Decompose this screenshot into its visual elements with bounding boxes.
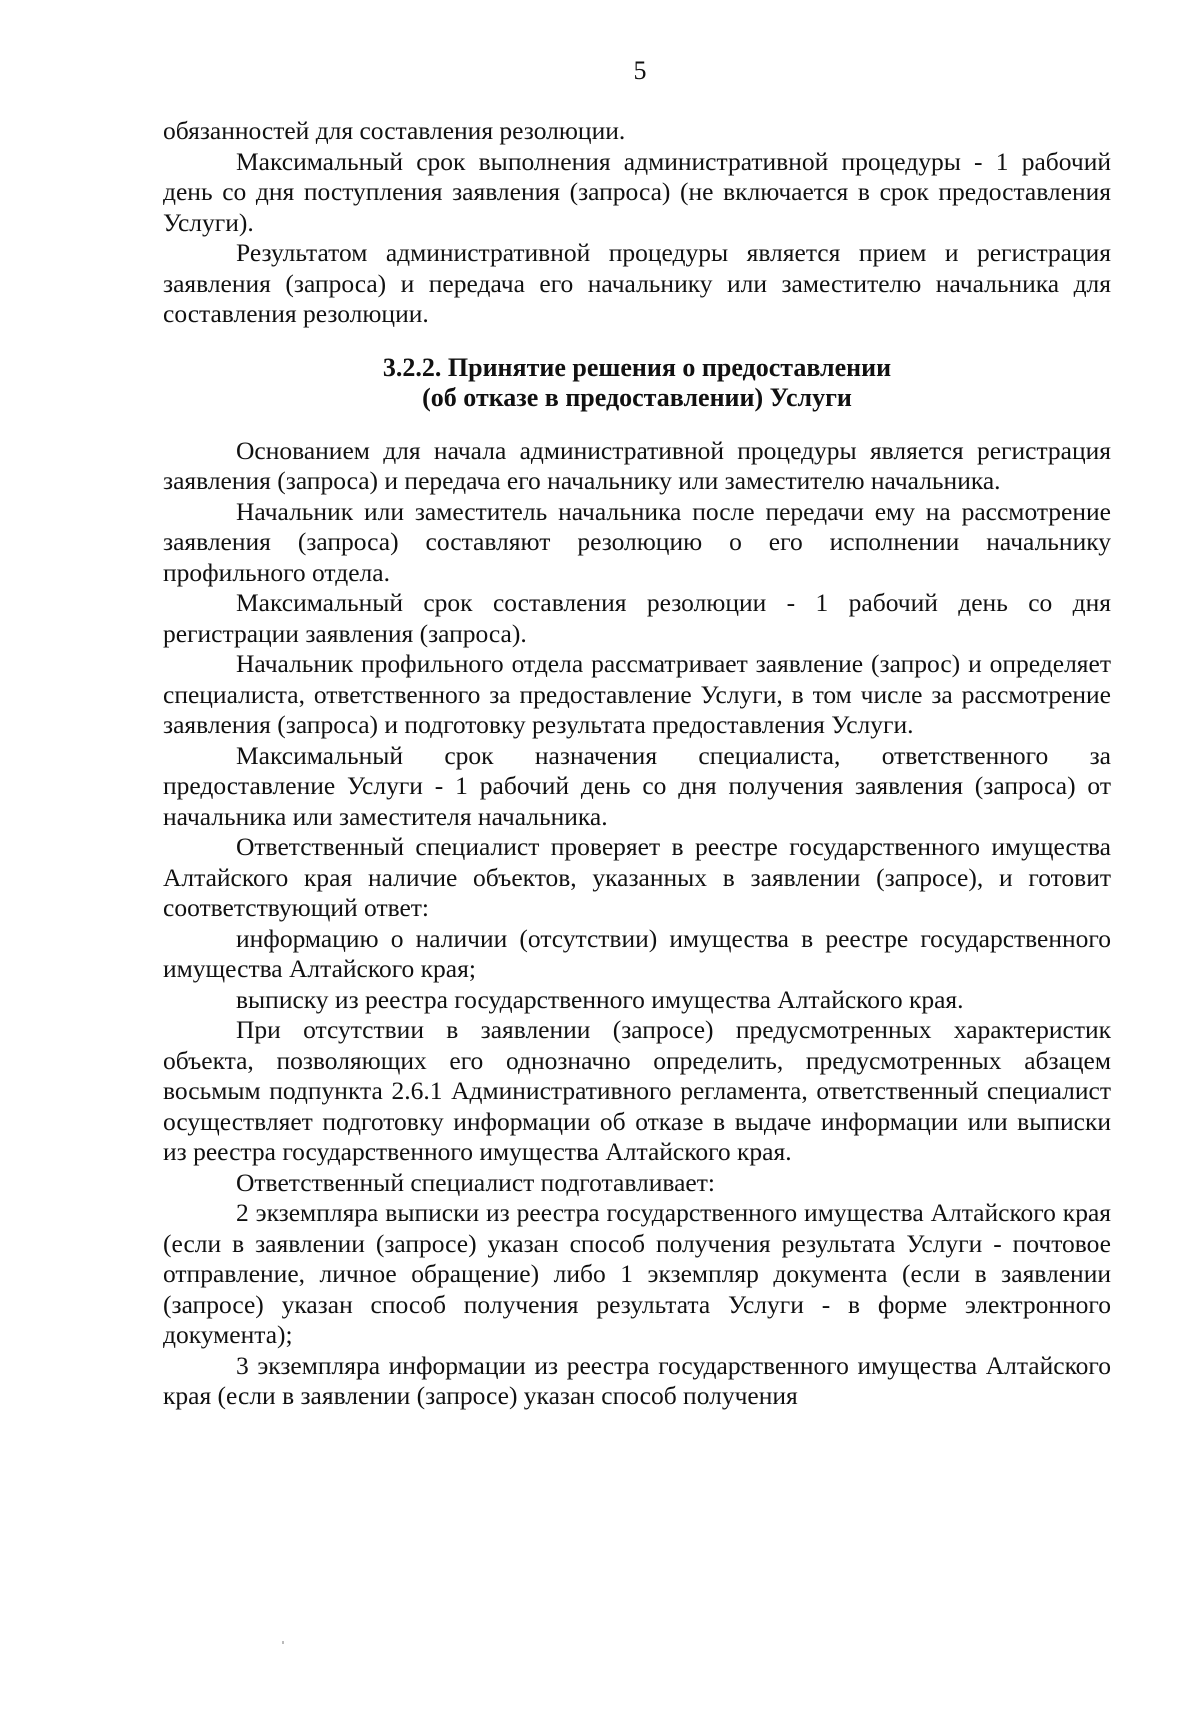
paragraph: Максимальный срок составления резолюции - 1 рабочий день со дня регистрации заявления (запроса). xyxy=(163,588,1111,648)
paragraph: обязанностей для составления резолюции. xyxy=(163,116,626,145)
paragraph: При отсутствии в заявлении (запросе) предусмотренных характеристик объекта, позволяющих его однозначно определить, предусмотренных абзацем восьмым подпункта 2.6.1 Административного регламента, ответственный специалист осуществляет подготовку информации об отказе в выдаче информации или выписки из реестра государственного имущества Алтайского края. xyxy=(163,1015,1111,1166)
document-body xyxy=(163,116,1111,1412)
paragraph: Максимальный срок назначения специалиста, ответственного за предоставление Услуги - 1 рабочий день со дня получения заявления (запроса) от начальника или заместителя начальника. xyxy=(163,740,1111,831)
paragraph: 2 экземпляра выписки из реестра государственного имущества Алтайского края (если в заявлении (запросе) указан способ получения результата Услуги - почтовое отправление, личное обращение) либо 1 экземпляр документа (если в заявлении (запросе) указан способ получения результата Услуги - в форме электронного документа); xyxy=(163,1198,1111,1349)
paragraph: Результатом административной процедуры является прием и регистрация заявления (запроса) и передача его начальнику или заместителю начальника для составления резолюции. xyxy=(163,238,1111,328)
scan-speck xyxy=(282,1641,284,1644)
paragraph: Начальник профильного отдела рассматривает заявление (запрос) и определяет специалиста, ответственного за предоставление Услуги, в том числе за рассмотрение заявления (запроса) и подготовку результата предоставления Услуги. xyxy=(163,649,1111,739)
paragraph: Начальник или заместитель начальника после передачи ему на рассмотрение заявления (запроса) составляют резолюцию о его исполнении начальнику профильного отдела. xyxy=(163,496,1111,587)
section-heading-line: 3.2.2. Принятие решения о предоставлении xyxy=(382,352,892,382)
paragraph: Ответственный специалист проверяет в реестре государственного имущества Алтайского края наличие объектов, указанных в заявлении (запросе), и готовит соответствующий ответ: xyxy=(163,832,1111,922)
paragraph: Ответственный специалист подготавливает: xyxy=(236,1167,715,1197)
paragraph: Основанием для начала административной процедуры является регистрация заявления (запроса) и передача его начальнику или заместителю начальника. xyxy=(163,435,1111,495)
paragraph: Максимальный срок выполнения административной процедуры - 1 рабочий день со дня поступления заявления (запроса) (не включается в срок предоставления Услуги). xyxy=(163,146,1111,237)
paragraph: информацию о наличии (отсутствии) имущества в реестре государственного имущества Алтайского края; xyxy=(163,923,1111,983)
section-heading-line: (об отказе в предоставлении) Услуги xyxy=(422,383,852,412)
section-heading xyxy=(163,353,1111,414)
page-number: 5 xyxy=(633,56,647,85)
paragraph: 3 экземпляра информации из реестра государственного имущества Алтайского края (если в заявлении (запросе) указан способ получения xyxy=(163,1350,1111,1410)
paragraph: выписку из реестра государственного имущества Алтайского края. xyxy=(236,984,964,1014)
